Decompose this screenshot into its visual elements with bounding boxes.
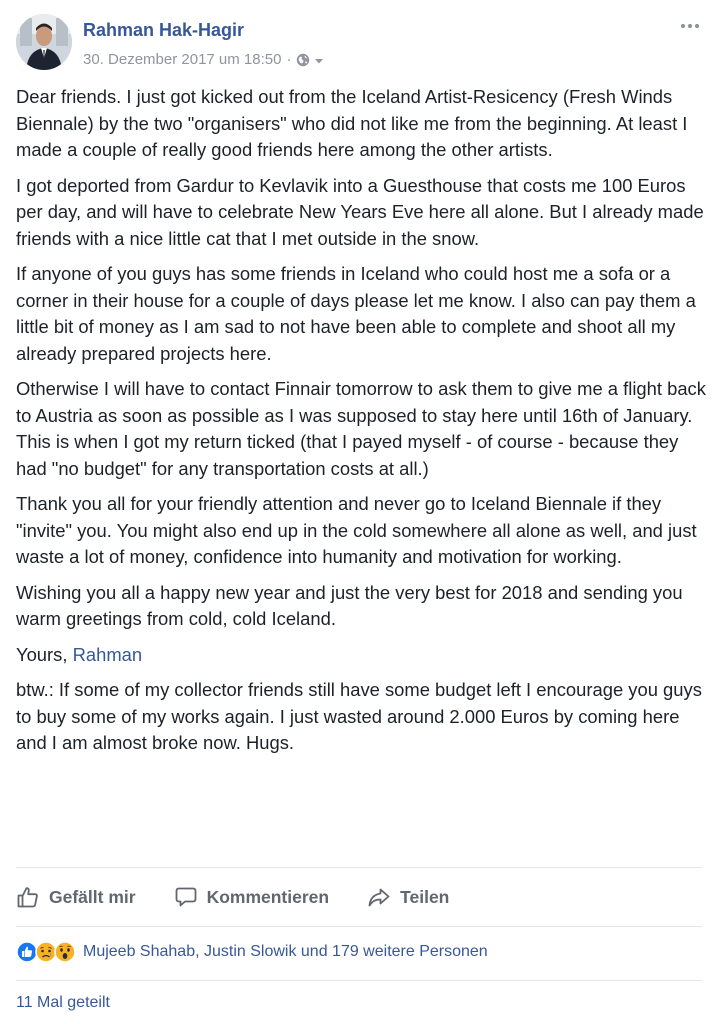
- post-text: [16, 84, 706, 766]
- post-signoff: [16, 642, 706, 669]
- like-button-label: Gefällt mir: [49, 886, 136, 907]
- post-paragraph-3: If anyone of you guys has some friends in Iceland who could host me a sofa or a corner in their house for a couple of days please let me know. I also can pay them a little bit of money as I am sad to not have been able to complete and shoot all my already prepared projects here.: [16, 263, 696, 364]
- post-paragraph-2: I got deported from Gardur to Kevlavik into a Guesthouse that costs me 100 Euros per day, and will have to celebrate New Years Eve here all alone. But I already made friends with a nice little cat that I met outside in the snow.: [16, 174, 704, 249]
- share-button-label: Teilen: [400, 886, 450, 907]
- reactions-summary: [16, 940, 488, 964]
- avatar[interactable]: [16, 14, 72, 70]
- thumbs-up-icon: [16, 885, 40, 909]
- shares-divider: [16, 980, 702, 981]
- actions-divider-bottom: [16, 926, 702, 927]
- avatar-photo: [16, 14, 72, 70]
- chevron-down-icon[interactable]: [313, 54, 325, 66]
- share-arrow-icon: [367, 885, 391, 909]
- wow-reaction-icon: [54, 941, 76, 963]
- globe-icon[interactable]: [296, 53, 310, 67]
- more-options-icon[interactable]: [676, 16, 704, 36]
- signoff-author-link[interactable]: Rahman: [72, 643, 143, 665]
- reactors-link[interactable]: Mujeeb Shahab, Justin Slowik und 179 weitere Personen: [83, 943, 488, 960]
- share-button[interactable]: [367, 878, 449, 916]
- comment-button[interactable]: [174, 878, 330, 916]
- share-count-link[interactable]: 11 Mal geteilt: [16, 994, 110, 1011]
- post-postscript: btw.: If some of my collector friends still have some budget left I encourage you guys to buy some of my works again. I just wasted around 2.000 Euros by coming here and I am almost broke now. Hugs.: [16, 679, 702, 753]
- like-button[interactable]: [16, 878, 136, 916]
- action-bar: [16, 878, 702, 916]
- meta-separator: ·: [286, 51, 292, 68]
- author-name[interactable]: Rahman Hak-Hagir: [83, 20, 245, 40]
- post-paragraph-1: Dear friends. I just got kicked out from the Iceland Artist-Resicency (Fresh Winds Biennale) by the two "organisers" who did not like me from the beginning. At least I made a couple of really good friends here among the other artists.: [16, 86, 688, 160]
- actions-divider-top: [16, 867, 702, 868]
- post-paragraph-6: Wishing you all a happy new year and just the very best for 2018 and sending you warm greetings from cold, cold Iceland.: [16, 581, 683, 629]
- reaction-icons[interactable]: [16, 941, 73, 963]
- comment-bubble-icon: [174, 885, 198, 909]
- post-header: [16, 14, 706, 74]
- post-timestamp[interactable]: 30. Dezember 2017 um 18:50: [83, 51, 282, 68]
- post-paragraph-4: Otherwise I will have to contact Finnair tomorrow to ask them to give me a flight back to Austria as soon as possible as I was supposed to stay here until 16th of January. This is when I got my return ticked (that I payed myself - of course - because they had "no budget" for any transportation costs at all.): [16, 378, 706, 479]
- comment-button-label: Kommentieren: [206, 886, 330, 907]
- post-meta: [83, 51, 325, 68]
- post-paragraph-5: Thank you all for your friendly attention and never go to Iceland Biennale if they "invite" you. You might also end up in the cold somewhere all alone as well, and just waste a lot of money, confidence into humanity and motivation for working.: [16, 493, 697, 567]
- signoff-prefix: Yours,: [16, 643, 73, 665]
